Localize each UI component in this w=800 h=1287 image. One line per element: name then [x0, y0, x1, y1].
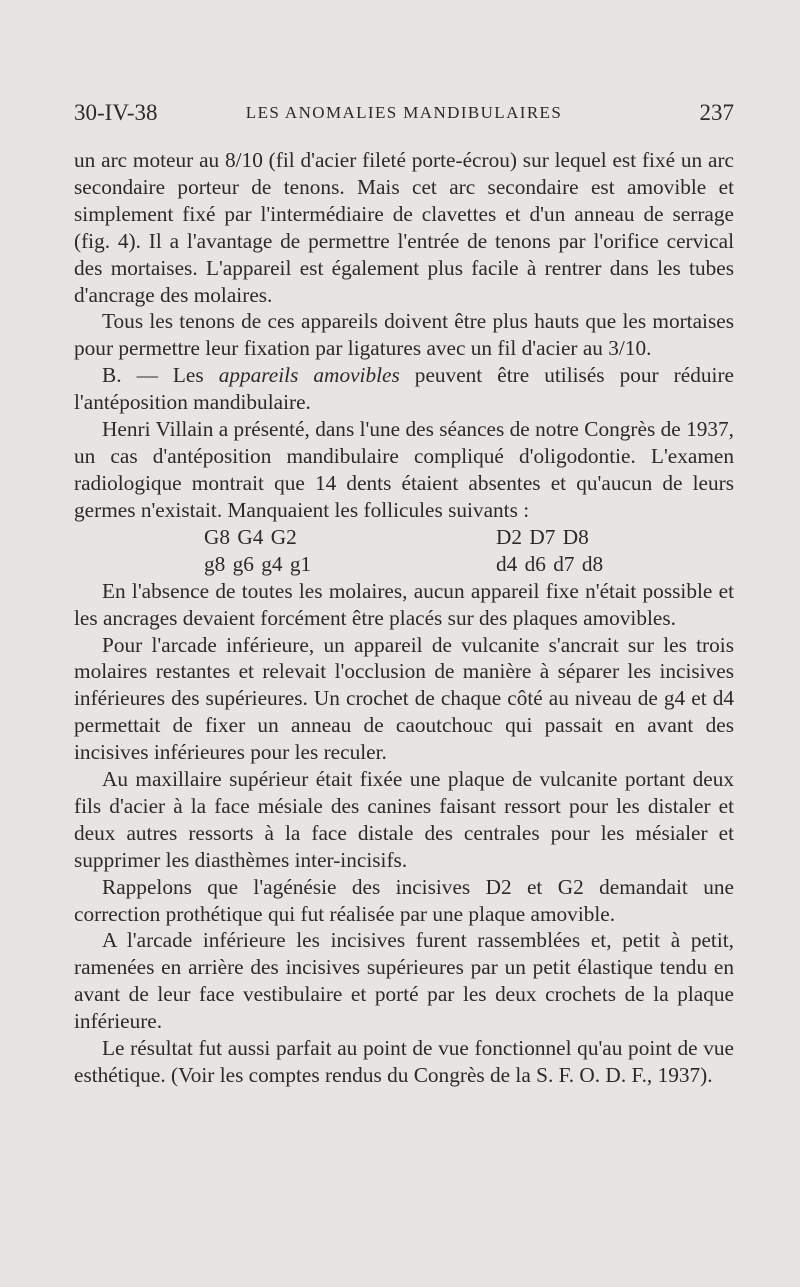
paragraph-1: un arc moteur au 8/10 (fil d'acier fileté porte-écrou) sur lequel est fixé un arc secondaire porteur de tenons. Mais cet arc secondaire est amovible et simplement fixé par l'intermédiaire de clavettes et d'un anneau de serrage (fig. 4). Il a l'avantage de permettre l'entrée de tenons par l'orifice cervical des mortaises. L'appareil est également plus facile à rentrer dans les tubes d'ancrage des molaires. — [74, 148, 734, 307]
dental-notation — [74, 524, 734, 578]
paragraph-3-start: B. — Les — [102, 363, 219, 388]
paragraph-5: En l'absence de toutes les molaires, aucun appareil fixe n'était possible et les ancrages devaient forcément être placés sur des plaques amovibles. — [74, 578, 734, 630]
notation-lower-right: d4 d6 d7 d8 — [496, 551, 604, 576]
header-title: LES ANOMALIES MANDIBULAIRES — [245, 103, 563, 122]
running-header — [74, 100, 734, 134]
paragraph-9: A l'arcade inférieure les incisives furent rassemblées et, petit à petit, ramenées en arrière des incisives supérieures par un petit élastique tendu en avant de leur face vestibulaire et porté par les deux crochets de la plaque inférieure. — [74, 928, 734, 1034]
paragraph-7: Au maxillaire supérieur était fixée une plaque de vulcanite portant deux fils d'acier à la face mésiale des canines faisant ressort pour les distaler et deux autres ressorts à la face distale des centrales pour les mésialer et supprimer les diasthèmes inter-incisifs. — [74, 767, 734, 872]
header-date: 30-IV-38 — [74, 100, 158, 125]
page-number: 237 — [699, 100, 734, 125]
notation-right — [496, 524, 603, 578]
paragraph-2: Tous les tenons de ces appareils doivent être plus hauts que les mortaises pour permettre leur fixation par ligatures avec un fil d'acier au 3/10. — [74, 309, 734, 361]
body-text — [74, 147, 734, 1089]
paragraph-4: Henri Villain a présenté, dans l'une des séances de notre Congrès de 1937, un cas d'antéposition mandibulaire compliqué d'oligodontie. L'examen radiologique montrait que 14 dents étaient absentes et qu'aucun de leurs germes n'existait. Manquaient les follicules suivants : — [74, 417, 734, 522]
paragraph-3-end: peuvent être utilisés pour réduire l'antéposition mandibulaire. — [74, 363, 734, 415]
paragraph-3-italic: appareils amovibles — [218, 363, 400, 388]
paragraph-10: Le résultat fut aussi parfait au point de vue fonctionnel qu'au point de vue esthétique. (Voir les comptes rendus du Congrès de la S. F. O. D. F., 1937). — [74, 1036, 734, 1087]
paragraph-3 — [74, 362, 734, 416]
paragraph-6: Pour l'arcade inférieure, un appareil de vulcanite s'ancrait sur les trois molaires restantes et relevait l'occlusion de manière à séparer les incisives inférieures des supérieures. Un crochet de chaque côté au niveau de g4 et d4 permettait de fixer un anneau de caoutchouc qui passait en avant des incisives inférieures pour les reculer. — [74, 632, 734, 765]
notation-upper-right: D2 D7 D8 — [496, 524, 589, 549]
notation-left — [204, 524, 311, 578]
notation-upper-left: G8 G4 G2 — [204, 524, 297, 549]
paragraph-8: Rappelons que l'agénésie des incisives D2 et G2 demandait une correction prothétique qui fut réalisée par une plaque amovible. — [74, 874, 734, 926]
notation-lower-left: g8 g6 g4 g1 — [204, 551, 312, 576]
